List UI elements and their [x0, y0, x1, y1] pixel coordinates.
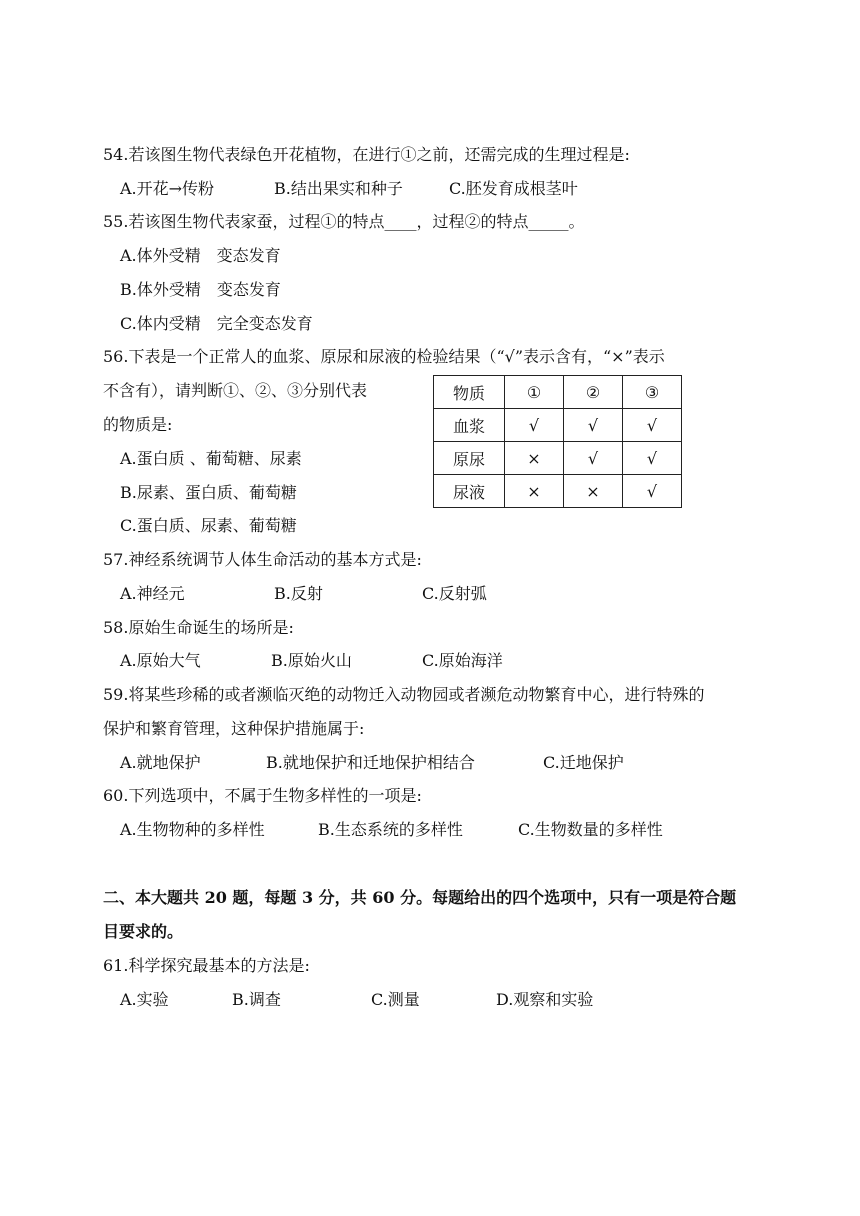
table-cell: × — [505, 442, 564, 475]
table-cell: 血浆 — [434, 409, 505, 442]
table-header-cell: ① — [505, 376, 564, 409]
q57-stem: 57.神经系统调节人体生命活动的基本方式是: — [103, 550, 422, 569]
q60-stem: 60.下列选项中，不属于生物多样性的一项是: — [103, 786, 422, 805]
q58-stem: 58.原始生命诞生的场所是: — [103, 618, 294, 637]
q61-option-d: D.观察和实验 — [496, 990, 594, 1009]
q59-option-a: A.就地保护 — [120, 753, 201, 772]
table-cell: × — [505, 475, 564, 508]
q60-option-c: C.生物数量的多样性 — [518, 820, 663, 839]
q54-option-a: A.开花→传粉 — [120, 179, 215, 198]
q61-option-c: C.测量 — [371, 990, 420, 1009]
table-cell: √ — [564, 442, 623, 475]
q54-option-b: B.结出果实和种子 — [274, 179, 403, 198]
q57-option-a: A.神经元 — [120, 584, 185, 603]
table-cell: √ — [564, 409, 623, 442]
table-cell: 尿液 — [434, 475, 505, 508]
table-header-cell: ② — [564, 376, 623, 409]
table-cell: × — [564, 475, 623, 508]
q57-option-b: B.反射 — [274, 584, 323, 603]
q56-stem-line1: 56.下表是一个正常人的血浆、原尿和尿液的检验结果（“√”表示含有，“×”表示 — [103, 347, 665, 366]
q61-option-b: B.调查 — [232, 990, 281, 1009]
table-cell: 原尿 — [434, 442, 505, 475]
section-heading-line1: 二、本大题共 20 题，每题 3 分，共 60 分。每题给出的四个选项中，只有一项是符合题 — [103, 888, 737, 907]
q61-stem: 61.科学探究最基本的方法是: — [103, 956, 310, 975]
q59-stem-line2: 保护和繁育管理，这种保护措施属于: — [103, 719, 365, 738]
q55-stem: 55.若该图生物代表家蚕，过程①的特点____，过程②的特点_____。 — [103, 212, 585, 231]
table-row — [434, 475, 682, 508]
table-cell: √ — [623, 442, 682, 475]
table-row — [434, 442, 682, 475]
q56-option-b: B.尿素、蛋白质、葡萄糖 — [120, 483, 297, 502]
q59-stem-line1: 59.将某些珍稀的或者濒临灭绝的动物迁入动物园或者濒危动物繁育中心，进行特殊的 — [103, 685, 705, 704]
q59-option-b: B.就地保护和迁地保护相结合 — [266, 753, 475, 772]
q60-option-a: A.生物物种的多样性 — [120, 820, 265, 839]
table-header-row — [434, 376, 682, 409]
q61-option-a: A.实验 — [120, 990, 169, 1009]
table-row — [434, 409, 682, 442]
q55-option-a: A.体外受精 变态发育 — [120, 246, 281, 265]
q58-option-c: C.原始海洋 — [422, 651, 503, 670]
table-header-cell: 物质 — [434, 376, 505, 409]
q60-option-b: B.生态系统的多样性 — [318, 820, 463, 839]
q56-option-c: C.蛋白质、尿素、葡萄糖 — [120, 516, 297, 535]
q55-option-b: B.体外受精 变态发育 — [120, 280, 281, 299]
table-cell: √ — [623, 409, 682, 442]
q56-option-a: A.蛋白质 、葡萄糖、尿素 — [120, 449, 302, 468]
result-table — [433, 375, 682, 508]
q55-option-c: C.体内受精 完全变态发育 — [120, 314, 313, 333]
q54-option-c: C.胚发育成根茎叶 — [449, 179, 578, 198]
table-cell: √ — [505, 409, 564, 442]
q58-option-a: A.原始大气 — [120, 651, 201, 670]
q56-stem-line3: 的物质是: — [103, 415, 173, 434]
q59-option-c: C.迁地保护 — [543, 753, 624, 772]
table-cell: √ — [623, 475, 682, 508]
q54-stem: 54.若该图生物代表绿色开花植物，在进行①之前，还需完成的生理过程是: — [103, 145, 630, 164]
q58-option-b: B.原始火山 — [271, 651, 352, 670]
q57-option-c: C.反射弧 — [422, 584, 487, 603]
section-heading-line2: 目要求的。 — [103, 922, 184, 941]
q56-stem-line2: 不含有），请判断①、②、③分别代表 — [103, 381, 368, 400]
table-header-cell: ③ — [623, 376, 682, 409]
